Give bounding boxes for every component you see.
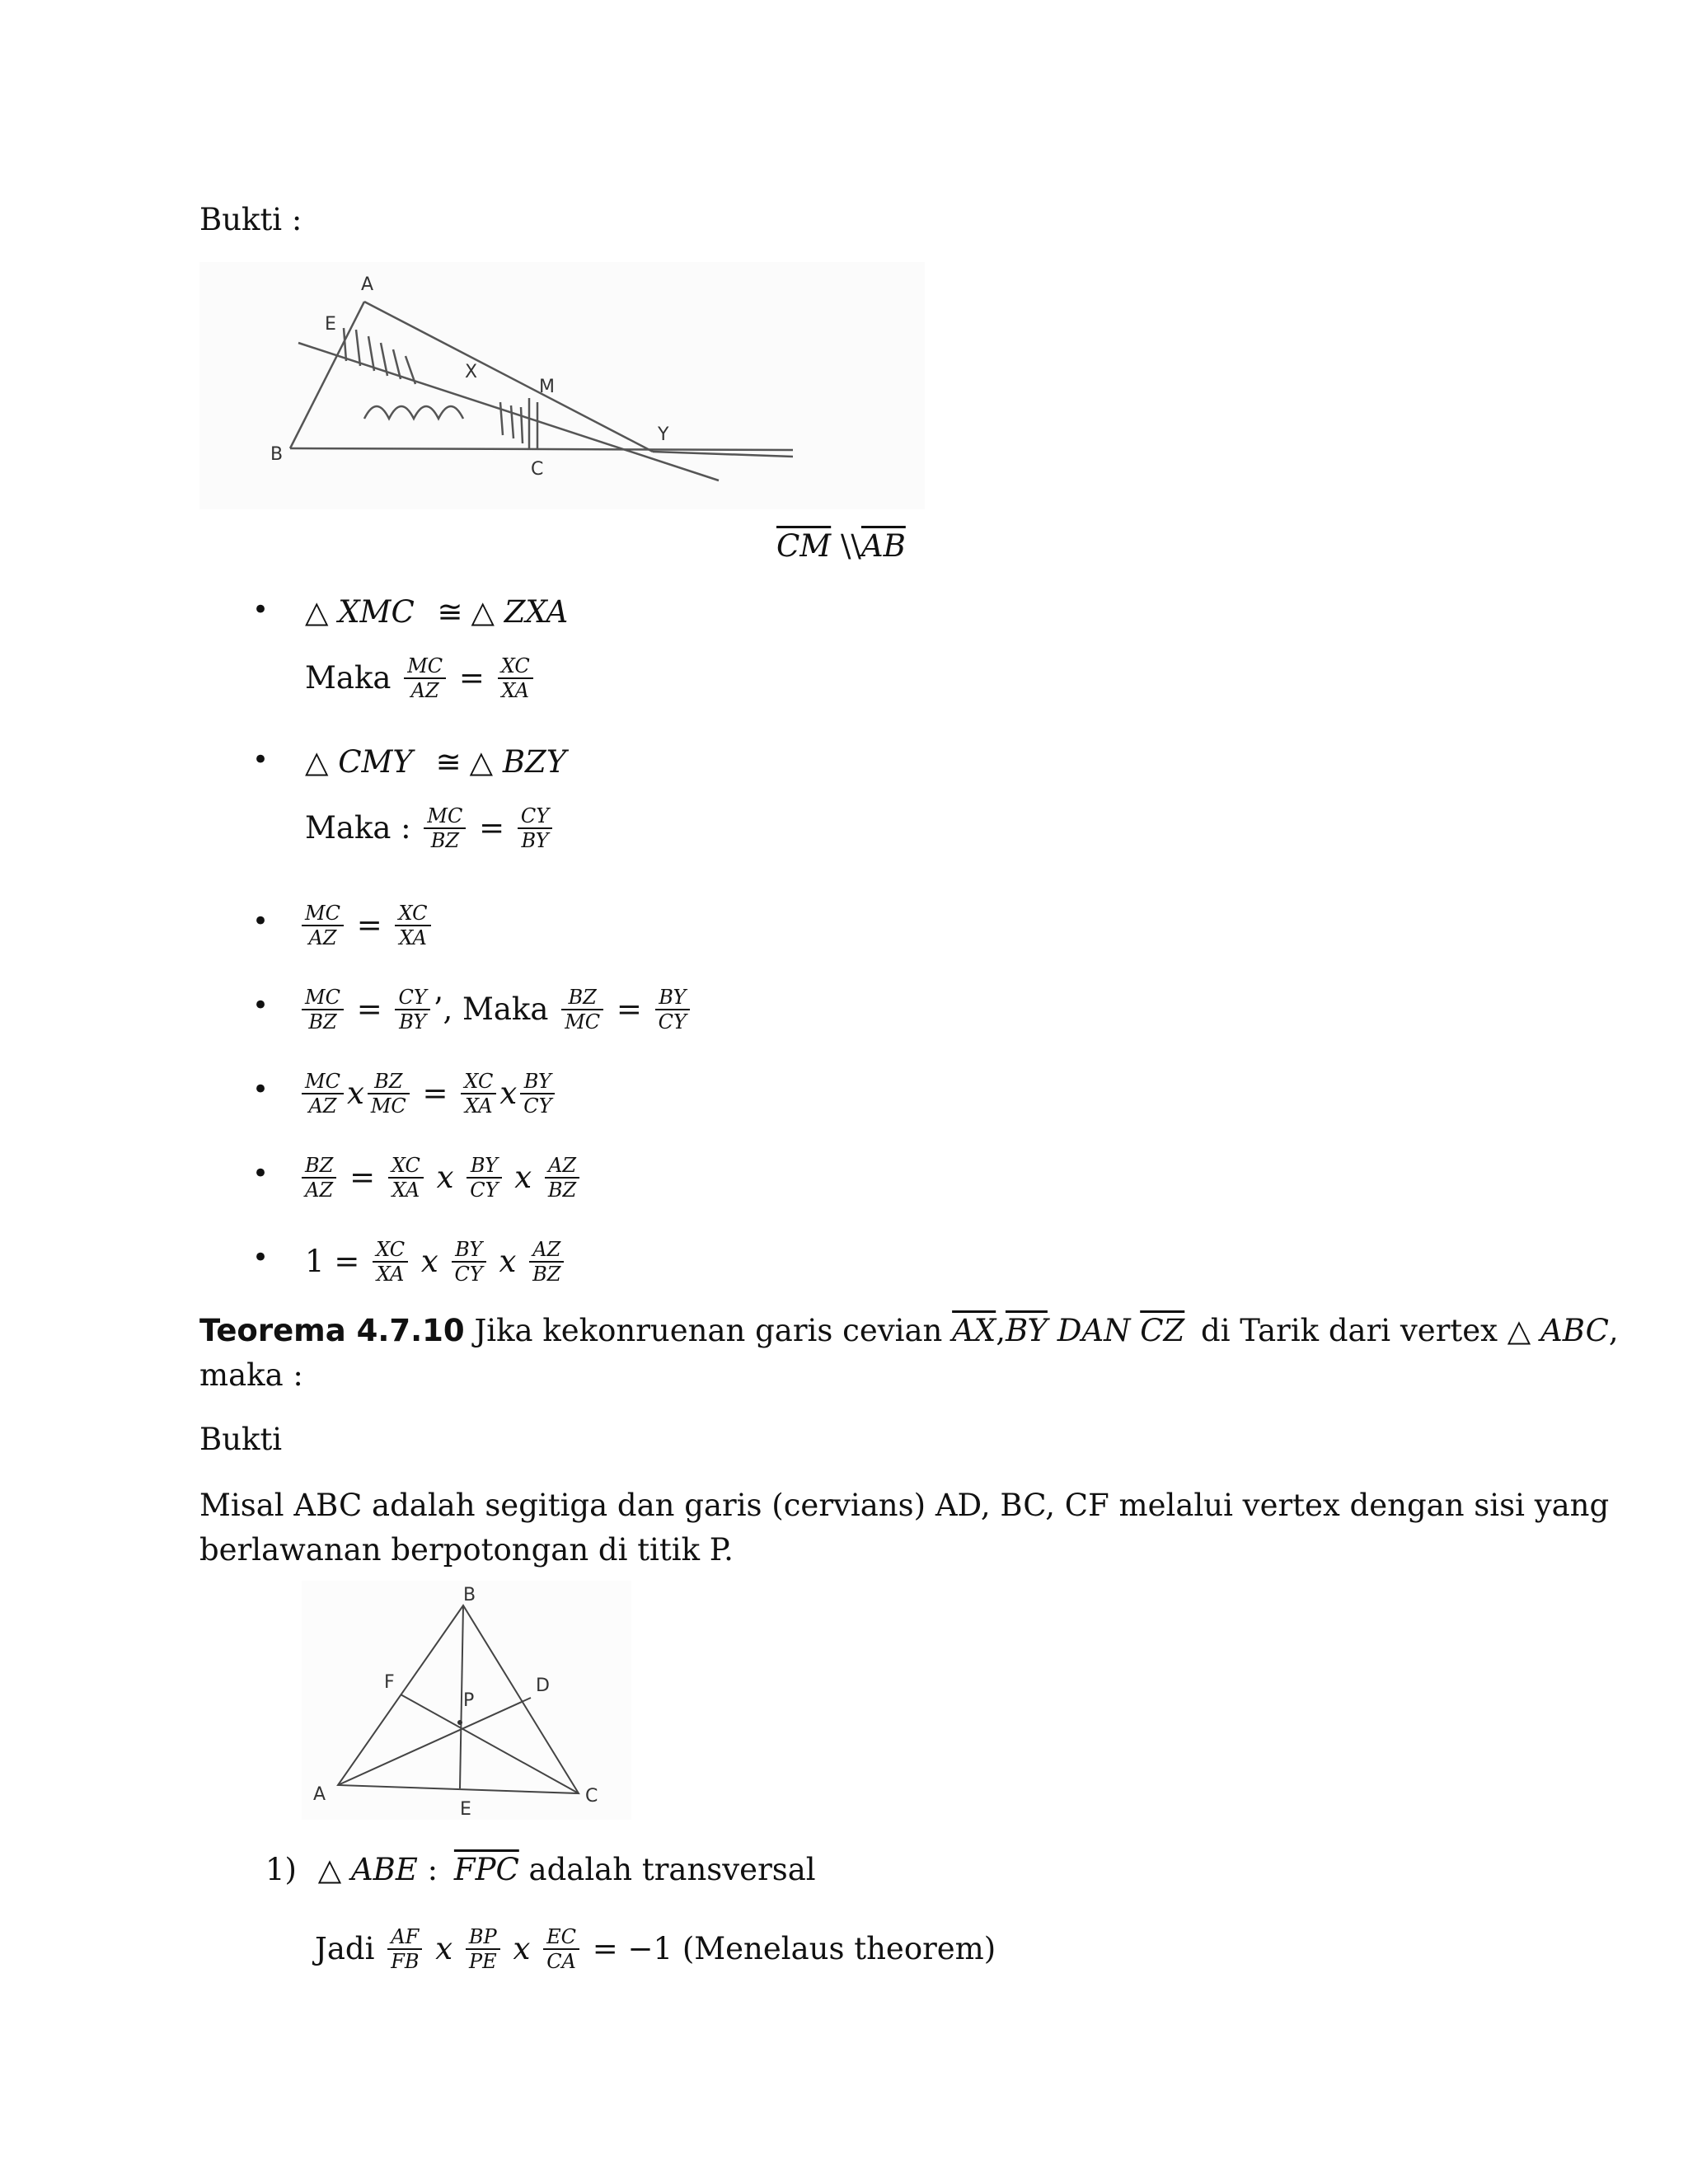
fig2-label-a: A bbox=[313, 1784, 326, 1805]
equals: = bbox=[356, 991, 382, 1027]
item-1-colon: : bbox=[427, 1852, 438, 1887]
den: BY bbox=[521, 829, 549, 852]
den: AZ bbox=[305, 1179, 334, 1202]
bullet-4: • bbox=[252, 989, 270, 1022]
den: CA bbox=[546, 1950, 576, 1973]
segment-ab: $\overline{AB}$ bbox=[860, 528, 906, 564]
segment-ax: $\overline{AX}$ bbox=[952, 1313, 996, 1348]
step1-congruence bbox=[305, 593, 568, 631]
num: BY bbox=[655, 986, 690, 1010]
segment-by: $\overline{BY}$ bbox=[1005, 1313, 1048, 1348]
den: BZ bbox=[308, 1010, 337, 1033]
paragraph-line-2: berlawanan berpotongan di titik P. bbox=[199, 1532, 734, 1568]
step1-frac-1 bbox=[404, 654, 446, 702]
figure-menelaus-diagram bbox=[199, 262, 925, 509]
times: x bbox=[346, 1076, 364, 1111]
bullet-7: • bbox=[252, 1241, 270, 1274]
bullet-6: • bbox=[252, 1157, 270, 1190]
times: x bbox=[499, 1076, 518, 1111]
num: AZ bbox=[545, 1154, 579, 1179]
den: MC bbox=[565, 1010, 601, 1033]
item-1-rest: adalah transversal bbox=[528, 1852, 816, 1887]
bullet-1: • bbox=[252, 593, 270, 626]
step3 bbox=[298, 902, 434, 949]
step1-cong-symbol: ≅ bbox=[437, 594, 463, 630]
step5-frac-3 bbox=[461, 1070, 496, 1118]
item-1-number: 1) bbox=[265, 1852, 297, 1887]
times: x bbox=[514, 1160, 532, 1195]
fig1-label-b: B bbox=[270, 444, 284, 465]
step1-frac-2 bbox=[498, 654, 533, 702]
fig2-label-c: C bbox=[585, 1786, 598, 1807]
fig2-label-e: E bbox=[460, 1799, 471, 1820]
proof-heading-2: Bukti bbox=[199, 1422, 283, 1457]
num: BY bbox=[520, 1070, 555, 1094]
theorem-line2: maka : bbox=[199, 1357, 303, 1393]
equals: = bbox=[349, 1160, 376, 1195]
step2-frac-1 bbox=[424, 804, 466, 852]
segment-cz: $\overline{CZ}$ bbox=[1140, 1313, 1185, 1348]
num: XC bbox=[395, 902, 430, 926]
jadi-word: Jadi bbox=[315, 1931, 375, 1966]
num: MC bbox=[424, 804, 466, 829]
den: BY bbox=[399, 1010, 427, 1033]
num: AF bbox=[387, 1925, 422, 1950]
num: AZ bbox=[529, 1238, 564, 1263]
step2-congruence bbox=[305, 743, 566, 781]
num: MC bbox=[404, 654, 446, 679]
step7-frac-3 bbox=[529, 1238, 564, 1286]
equals: = bbox=[356, 907, 382, 943]
theorem-comma: , bbox=[1608, 1313, 1619, 1348]
den: AZ bbox=[308, 926, 337, 949]
fig1-label-e: E bbox=[325, 314, 336, 335]
times: x bbox=[513, 1931, 531, 1966]
den: FB bbox=[391, 1950, 420, 1973]
den: AZ bbox=[410, 679, 439, 702]
step7-frac-2 bbox=[452, 1238, 486, 1286]
num: BY bbox=[467, 1154, 501, 1179]
bullet-5: • bbox=[252, 1073, 270, 1106]
num: BP bbox=[466, 1925, 500, 1950]
step2-then-word: Maka : bbox=[305, 810, 411, 846]
times: x bbox=[436, 1160, 454, 1195]
den: XA bbox=[501, 679, 529, 702]
step6-frac-3 bbox=[467, 1154, 501, 1202]
equals: = bbox=[479, 810, 505, 846]
fig2-label-f: F bbox=[384, 1672, 395, 1693]
step2-frac-2 bbox=[518, 804, 552, 852]
proof-heading: Bukti : bbox=[199, 202, 302, 237]
den: XA bbox=[399, 926, 427, 949]
step6 bbox=[298, 1154, 583, 1202]
step5-frac-2 bbox=[368, 1070, 410, 1118]
segment-cm: $\overline{CM}$ bbox=[776, 528, 832, 564]
times: x bbox=[499, 1244, 517, 1279]
step5-frac-4 bbox=[520, 1070, 555, 1118]
figure-cevians-diagram bbox=[302, 1581, 631, 1820]
one: 1 bbox=[305, 1244, 325, 1279]
num: MC bbox=[302, 986, 344, 1010]
num: EC bbox=[543, 1925, 579, 1950]
step4-frac-1 bbox=[302, 986, 344, 1033]
num: XC bbox=[373, 1238, 408, 1263]
step1-triangle-1: △ XMC bbox=[305, 594, 415, 630]
num: BZ bbox=[561, 986, 603, 1010]
equals: = bbox=[334, 1244, 360, 1279]
step4-frac-3 bbox=[561, 986, 603, 1033]
den: XA bbox=[376, 1263, 405, 1286]
fig2-label-b: B bbox=[463, 1585, 476, 1605]
step7 bbox=[305, 1238, 567, 1286]
den: BZ bbox=[547, 1179, 577, 1202]
step7-frac-1 bbox=[373, 1238, 408, 1286]
step1-then-word: Maka bbox=[305, 660, 392, 696]
step3-frac-1 bbox=[302, 902, 344, 949]
theorem-text-b: di Tarik dari vertex bbox=[1201, 1313, 1498, 1348]
step4-frac-4 bbox=[655, 986, 690, 1033]
item1-frac-3 bbox=[543, 1925, 579, 1973]
step1-then bbox=[305, 654, 537, 702]
step1-triangle-2: △ ZXA bbox=[471, 594, 569, 630]
step4-frac-2 bbox=[395, 986, 429, 1033]
step6-frac-2 bbox=[388, 1154, 424, 1202]
fig1-label-m: M bbox=[539, 377, 555, 397]
num: XC bbox=[461, 1070, 496, 1094]
step2-then bbox=[305, 804, 556, 852]
den: CY bbox=[658, 1010, 687, 1033]
step6-frac-1 bbox=[302, 1154, 336, 1202]
parallel-note bbox=[776, 527, 906, 565]
step4 bbox=[298, 986, 693, 1033]
equals: = bbox=[616, 991, 642, 1027]
step2-triangle-1: △ CMY bbox=[305, 744, 413, 780]
num: MC bbox=[302, 1070, 344, 1094]
step5 bbox=[298, 1070, 558, 1118]
item-1 bbox=[265, 1851, 816, 1889]
num: XC bbox=[388, 1154, 424, 1179]
equals: = bbox=[422, 1076, 448, 1111]
fig2-label-d: D bbox=[536, 1675, 550, 1696]
theorem-dan: DAN bbox=[1057, 1313, 1131, 1348]
item1-frac-1 bbox=[387, 1925, 422, 1973]
item-1-conclusion bbox=[315, 1925, 996, 1973]
den: AZ bbox=[308, 1094, 337, 1118]
parallel-symbol: \\ bbox=[840, 528, 861, 564]
menelaus-result: = −1 (Menelaus theorem) bbox=[592, 1931, 996, 1966]
den: CY bbox=[470, 1179, 499, 1202]
num: CY bbox=[395, 986, 429, 1010]
num: BY bbox=[452, 1238, 486, 1263]
num: BZ bbox=[368, 1070, 410, 1094]
den: BZ bbox=[532, 1263, 561, 1286]
bullet-2: • bbox=[252, 743, 270, 776]
theorem-label: Teorema 4.7.10 bbox=[199, 1313, 465, 1348]
step4-sep: ’, Maka bbox=[433, 991, 549, 1027]
equals: = bbox=[458, 660, 485, 696]
theorem-triangle: △ ABC bbox=[1507, 1313, 1609, 1348]
den: XA bbox=[392, 1179, 420, 1202]
fig1-label-y: Y bbox=[658, 424, 669, 445]
step6-frac-4 bbox=[545, 1154, 579, 1202]
den: BZ bbox=[430, 829, 460, 852]
den: MC bbox=[370, 1094, 406, 1118]
times: x bbox=[435, 1931, 453, 1966]
comma: , bbox=[996, 1313, 1006, 1348]
fig1-label-c: C bbox=[531, 459, 544, 480]
num: CY bbox=[518, 804, 552, 829]
step2-triangle-2: △ BZY bbox=[469, 744, 567, 780]
step2-cong-symbol: ≅ bbox=[435, 744, 462, 780]
times: x bbox=[420, 1244, 438, 1279]
den: CY bbox=[523, 1094, 552, 1118]
step5-frac-1 bbox=[302, 1070, 344, 1118]
fig1-label-a: A bbox=[361, 274, 374, 295]
segment-fpc: $\overline{FPC}$ bbox=[453, 1852, 519, 1887]
theorem-statement bbox=[199, 1312, 1619, 1350]
theorem-text-a: Jika kekonruenan garis cevian bbox=[474, 1313, 943, 1348]
num: MC bbox=[302, 902, 344, 926]
step3-frac-2 bbox=[395, 902, 430, 949]
fig2-label-p: P bbox=[463, 1690, 475, 1711]
den: XA bbox=[465, 1094, 493, 1118]
fig1-label-x: X bbox=[465, 362, 478, 382]
paragraph-line-1: Misal ABC adalah segitiga dan garis (cervians) AD, BC, CF melalui vertex dengan sisi yang bbox=[199, 1488, 1610, 1523]
item-1-triangle: △ ABE bbox=[317, 1852, 418, 1887]
den: PE bbox=[468, 1950, 497, 1973]
num: XC bbox=[498, 654, 533, 679]
bullet-3: • bbox=[252, 905, 270, 938]
den: CY bbox=[454, 1263, 483, 1286]
num: BZ bbox=[302, 1154, 336, 1179]
item1-frac-2 bbox=[466, 1925, 500, 1973]
